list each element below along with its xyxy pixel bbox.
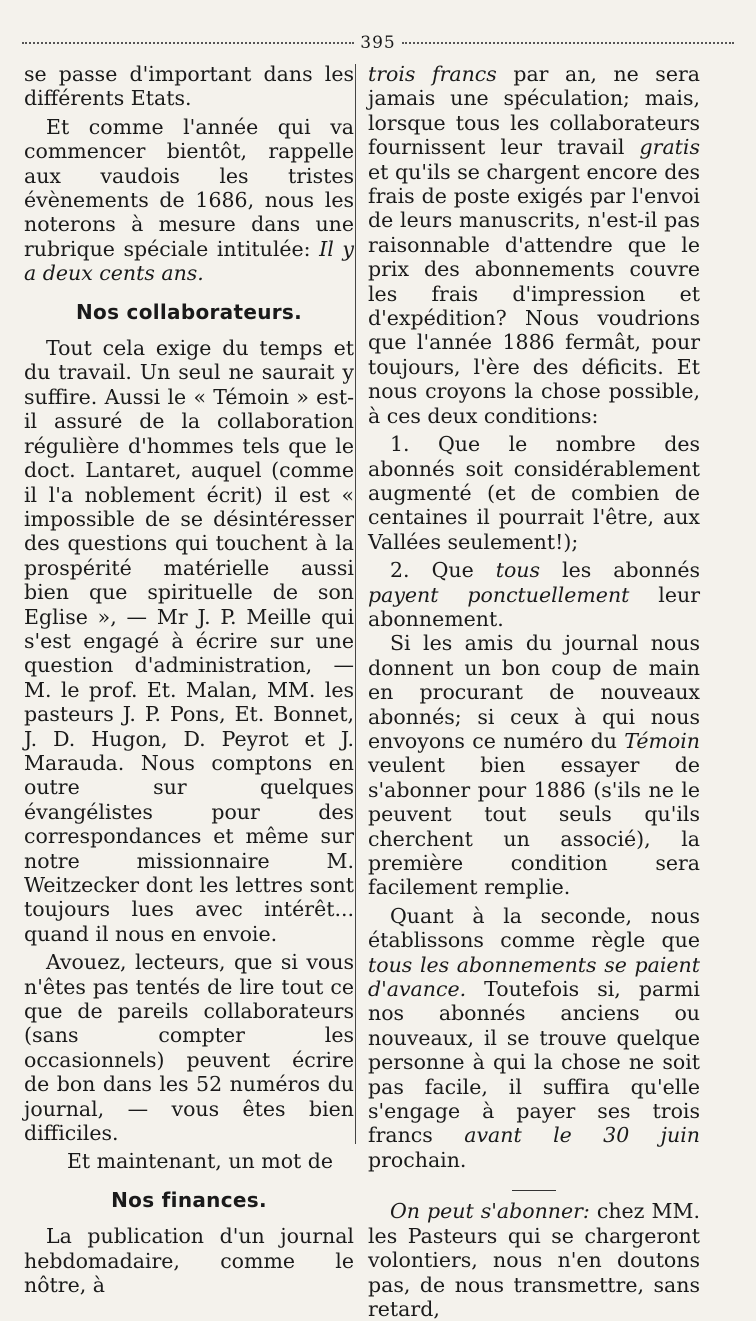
paragraph: Et maintenant, un mot de <box>66 1149 334 1174</box>
left-column <box>24 62 354 1298</box>
paragraph: se passe d'important dans les différents Etats. <box>24 62 354 111</box>
section-heading-finances: Nos finances. <box>111 1187 267 1212</box>
page-header <box>22 28 734 58</box>
paragraph: Si les amis du journal nous donnent un bon coup de main en procurant de nouveaux abonnés; si ceux à qui nous envoyons ce numéro du Témoin veulent bien essayer de s'abonner pour 1886 (s'ils ne le peuvent tout seuls qu'ils cherchent un associé), la première condition sera facilement remplie. <box>368 631 700 900</box>
separator-rule <box>512 1190 556 1191</box>
paragraph: Avouez, lecteurs, que si vous n'êtes pas tentés de lire tout ce que de pareils collaborateurs (sans compter les occasionnels) peuvent écrire de bon dans les 52 numéros du journal, — vous êtes bien difficiles. <box>24 950 354 1146</box>
paragraph: On peut s'abonner: chez MM. les Pasteurs qui se chargeront volontiers, nous n'en doutons pas, de nous transmettre, sans retard, <box>368 1199 700 1321</box>
page-number: 395 <box>360 33 396 53</box>
list-item: 1. Que le nombre des abonnés soit considérablement augmenté (et de combien de centaines il pourrait l'être, aux Vallées seulement!); <box>368 432 700 554</box>
list-item: 2. Que tous les abonnés payent ponctuellement leur abonnement. <box>368 558 700 631</box>
paragraph: Et comme l'année qui va commencer bientôt, rappelle aux vaudois les tristes évènements de 1686, nous les noterons à mesure dans une rubrique spéciale intitulée: Il y a deux cents ans. <box>24 114 354 286</box>
section-heading-collaborateurs: Nos collaborateurs. <box>76 299 302 324</box>
paragraph: Quant à la seconde, nous établissons comme règle que tous les abonnements se paient d'avance. Toutefois si, parmi nos abonnés anciens ou nouveaux, il se trouve quelque personne à qui la chose ne soit pas facile, il suffira qu'elle s'engage à payer ses trois francs avant le 30 juin prochain. <box>368 903 700 1172</box>
header-rule-left <box>22 42 354 44</box>
italic-text: Il y a deux cents ans. <box>24 236 354 286</box>
header-rule-right <box>402 42 734 44</box>
right-column <box>368 62 700 1321</box>
paragraph: trois francs par an, ne sera jamais une spéculation; mais, lorsque tous les collaborateurs fournissent leur travail gratis et qu'ils se chargent encore des frais de poste exigés par l'envoi de leurs manuscrits, n'est-il pas raisonnable d'attendre que le prix des abonnements couvre les frais d'impression et d'expédition? Nous voudrions que l'année 1886 fermât, pour toujours, l'ère des déficits. Et nous croyons la chose possible, à ces deux conditions: <box>368 62 700 428</box>
paragraph: Tout cela exige du temps et du travail. Un seul ne saurait y suffire. Aussi le « Témoin » est-il assuré de la collaboration régulière d'hommes tels que le doct. Lantaret, auquel (comme il l'a noblement écrit) il est « impossible de se désintéresser des questions qui touchent à la prospérité matérielle aussi bien que spirituelle de son Eglise », — Mr J. P. Meille qui s'est engagé à écrire sur une question d'administration, — M. le prof. Et. Malan, MM. les pasteurs J. P. Pons, Et. Bonnet, J. D. Hugon, D. Peyrot et J. Marauda. Nous comptons en outre sur quelques évangélistes pour des correspondances et même sur notre missionnaire M. Weitzecker dont les lettres sont toujours lues avec intérêt... quand il nous en envoie. <box>24 336 354 946</box>
column-divider <box>355 64 356 1144</box>
paragraph: La publication d'un journal hebdomadaire, comme le nôtre, à <box>24 1224 354 1298</box>
